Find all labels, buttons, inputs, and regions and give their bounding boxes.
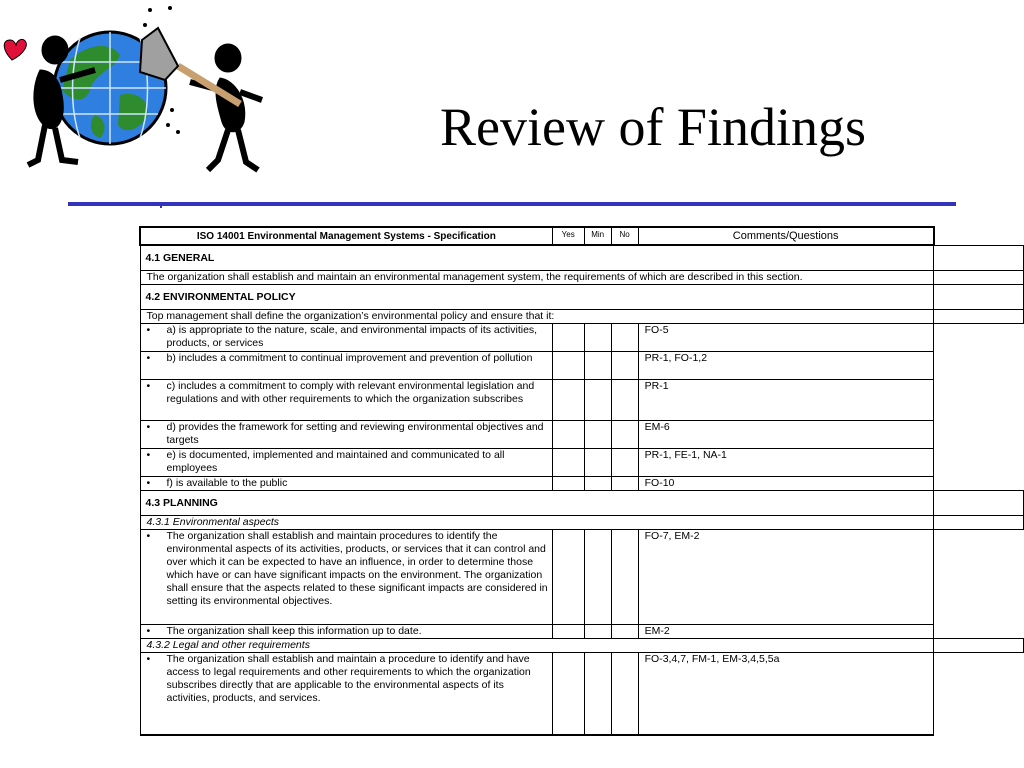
- table-header-row: [140, 227, 1024, 245]
- broom-icon: [140, 28, 178, 80]
- yes-cell[interactable]: [552, 477, 584, 491]
- min-cell[interactable]: [584, 449, 611, 477]
- no-cell[interactable]: [611, 380, 638, 421]
- bullet-icon: •: [146, 449, 151, 461]
- bullet-icon: •: [146, 625, 151, 637]
- comment-cell[interactable]: FO-5: [638, 324, 934, 352]
- requirement-text: e) is documented, implemented and maintained and communicated to all employees: [166, 449, 505, 474]
- comment-cell[interactable]: FO-7, EM-2: [638, 530, 934, 625]
- table-row: [140, 421, 1024, 449]
- subsection-heading: 4.3.2 Legal and other requirements: [140, 639, 934, 653]
- yes-cell[interactable]: [552, 653, 584, 735]
- subsection-row: [140, 639, 1024, 653]
- comment-cell[interactable]: FO-10: [638, 477, 934, 491]
- comment-cell[interactable]: EM-6: [638, 421, 934, 449]
- findings-table: [139, 226, 1024, 736]
- header-min: Min: [584, 227, 611, 245]
- min-cell[interactable]: [584, 477, 611, 491]
- cleaning-globe-clipart: [0, 0, 285, 185]
- bullet-icon: •: [146, 421, 151, 433]
- section-heading: 4.2 ENVIRONMENTAL POLICY: [140, 285, 934, 310]
- comment-cell[interactable]: FO-3,4,7, FM-1, EM-3,4,5,5a: [638, 653, 934, 735]
- text-row: [140, 271, 1024, 285]
- subsection-row: [140, 516, 1024, 530]
- section-heading: 4.3 PLANNING: [140, 491, 934, 516]
- table-row: [140, 380, 1024, 421]
- no-cell[interactable]: [611, 653, 638, 735]
- table-row: [140, 530, 1024, 625]
- min-cell[interactable]: [584, 530, 611, 625]
- section-text: The organization shall establish and maintain an environmental management system, the requirements of which are described in this section.: [140, 271, 934, 285]
- min-cell[interactable]: [584, 380, 611, 421]
- yes-cell[interactable]: [552, 449, 584, 477]
- heart-icon: [4, 39, 26, 60]
- yes-cell[interactable]: [552, 625, 584, 639]
- requirement-text: f) is available to the public: [166, 477, 288, 489]
- requirement-text: b) includes a commitment to continual improvement and prevention of pollution: [166, 352, 533, 364]
- min-cell[interactable]: [584, 324, 611, 352]
- comment-cell[interactable]: PR-1, FO-1,2: [638, 352, 934, 380]
- no-cell[interactable]: [611, 421, 638, 449]
- no-cell[interactable]: [611, 324, 638, 352]
- bullet-icon: •: [146, 352, 151, 364]
- subsection-heading: 4.3.1 Environmental aspects: [140, 516, 934, 530]
- no-cell[interactable]: [611, 352, 638, 380]
- min-cell[interactable]: [584, 653, 611, 735]
- comment-cell[interactable]: PR-1, FE-1, NA-1: [638, 449, 934, 477]
- header-comments: Comments/Questions: [638, 227, 934, 245]
- table-row: [140, 625, 1024, 639]
- min-cell[interactable]: [584, 625, 611, 639]
- bullet-icon: •: [146, 653, 151, 665]
- min-cell[interactable]: [584, 352, 611, 380]
- yes-cell[interactable]: [552, 380, 584, 421]
- slide-title: Review of Findings: [440, 97, 866, 157]
- no-cell[interactable]: [611, 449, 638, 477]
- comment-cell[interactable]: EM-2: [638, 625, 934, 639]
- bullet-icon: •: [146, 380, 151, 392]
- header-yes: Yes: [552, 227, 584, 245]
- no-cell[interactable]: [611, 477, 638, 491]
- divider-tick: [160, 204, 162, 208]
- requirement-text: The organization shall keep this information up to date.: [166, 625, 422, 637]
- requirement-text: a) is appropriate to the nature, scale, and environmental impacts of its activities, products, or services: [166, 324, 538, 349]
- table-row: [140, 477, 1024, 491]
- yes-cell[interactable]: [552, 421, 584, 449]
- yes-cell[interactable]: [552, 324, 584, 352]
- section-row-general: [140, 245, 1024, 271]
- table-row: [140, 653, 1024, 735]
- requirement-text: d) provides the framework for setting and reviewing environmental objectives and targets: [166, 421, 544, 446]
- table-row: [140, 324, 1024, 352]
- bullet-icon: •: [146, 477, 151, 489]
- no-cell[interactable]: [611, 625, 638, 639]
- section-row-planning: [140, 491, 1024, 516]
- comment-cell[interactable]: PR-1: [638, 380, 934, 421]
- min-cell[interactable]: [584, 421, 611, 449]
- section-text: Top management shall define the organization’s environmental policy and ensure that it:: [140, 310, 934, 324]
- no-cell[interactable]: [611, 530, 638, 625]
- yes-cell[interactable]: [552, 530, 584, 625]
- bullet-icon: •: [146, 530, 151, 542]
- yes-cell[interactable]: [552, 352, 584, 380]
- requirement-text: c) includes a commitment to comply with relevant environmental legislation and regulations and with other requirements to which the organization subscribes: [166, 380, 535, 405]
- right-figure: [190, 44, 262, 170]
- requirement-text: The organization shall establish and maintain procedures to identify the environmental aspects of its activities, products, or services that it can control and over which it can be expected to have an influence, in order to determine those which have or can have significant impacts on the environment. The organization shall ensure that the aspects related to these significant impacts are considered in setting its environmental objectives.: [166, 530, 548, 607]
- header-no: No: [611, 227, 638, 245]
- header-requirement: ISO 14001 Environmental Management Systems - Specification: [140, 227, 552, 245]
- section-row-policy: [140, 285, 1024, 310]
- bullet-icon: •: [146, 324, 151, 336]
- table-row: [140, 352, 1024, 380]
- table-row: [140, 449, 1024, 477]
- section-heading: 4.1 GENERAL: [140, 245, 934, 271]
- text-row: [140, 310, 1024, 324]
- requirement-text: The organization shall establish and maintain a procedure to identify and have access to legal requirements and other requirements to which the organization subscribes directly that are applicable to the environmental aspects of its activities, products, and services.: [166, 653, 531, 704]
- title-divider: [68, 202, 956, 206]
